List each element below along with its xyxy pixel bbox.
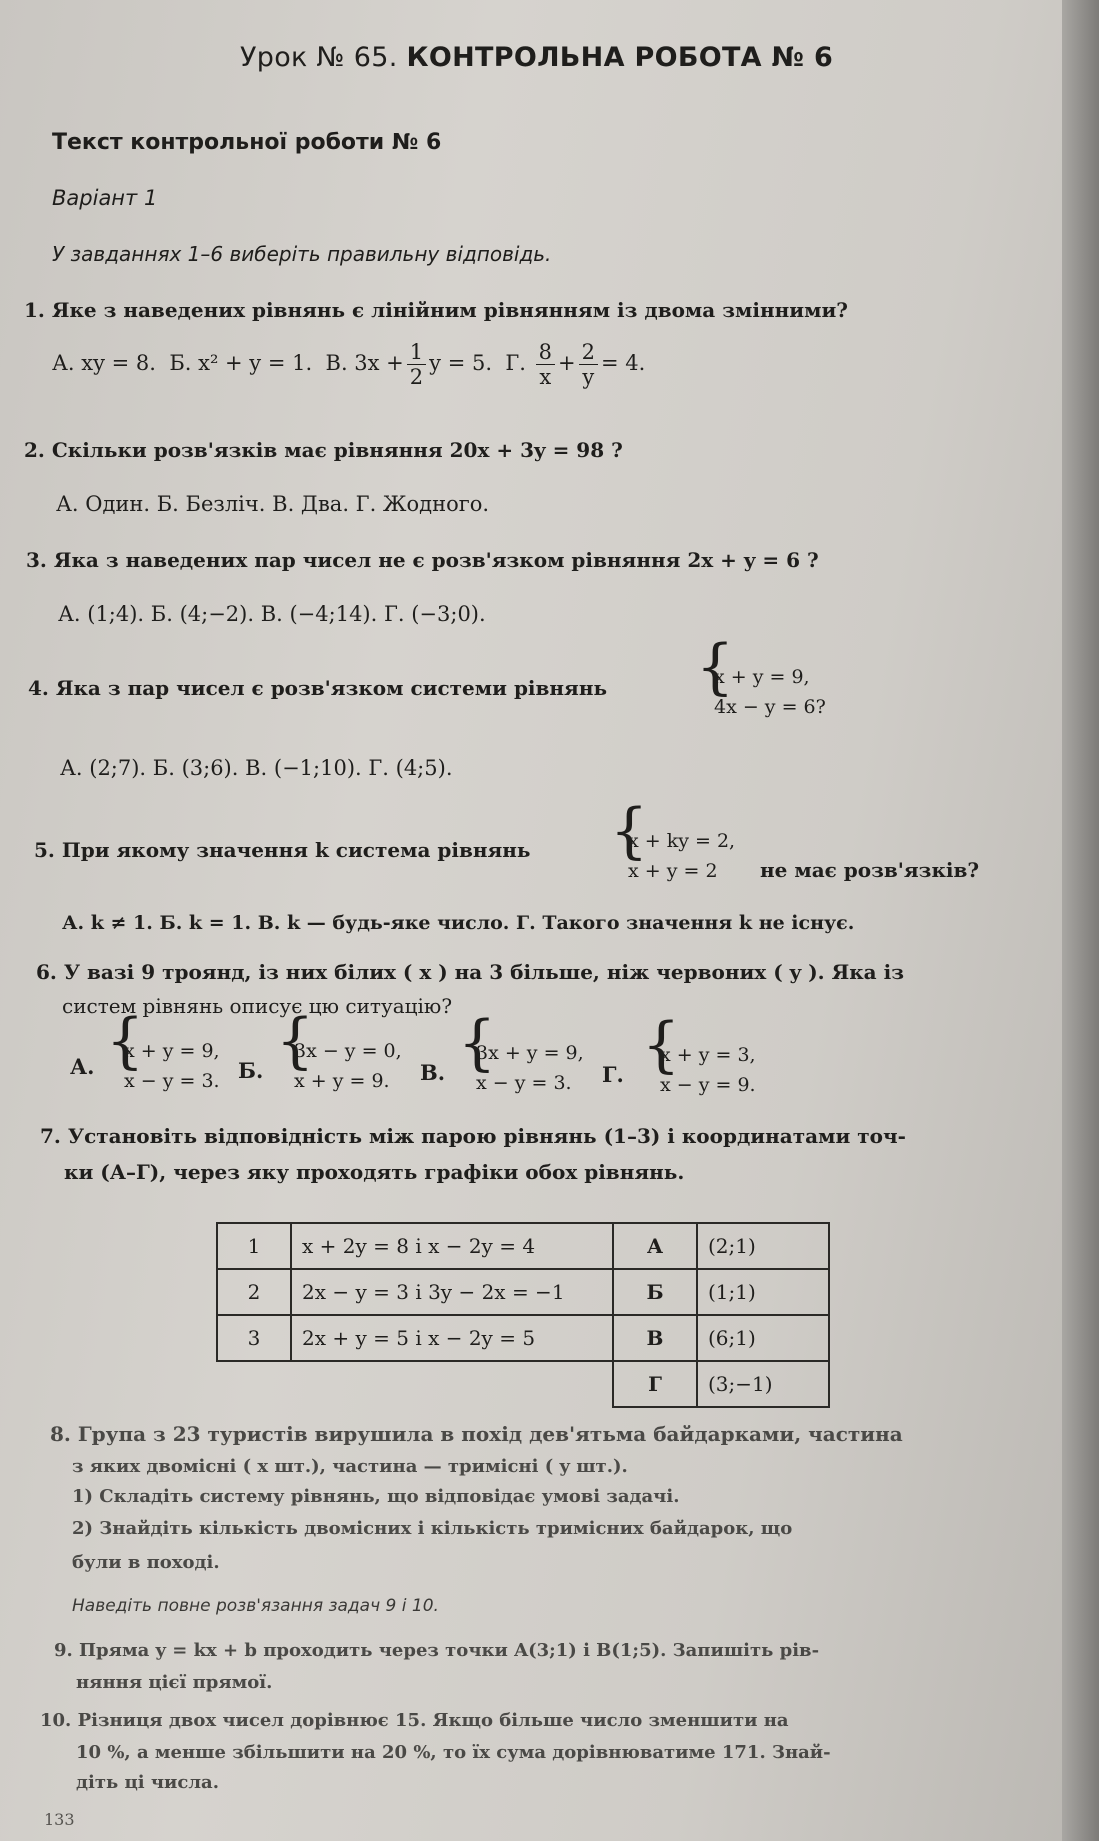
- question-4-answers: А. (2;7). Б. (3;6). В. (−1;10). Г. (4;5).: [60, 756, 453, 780]
- question-1: 1. Яке з наведених рівнянь є лінійним рівнянням із двома змінними?: [24, 298, 848, 322]
- question-4-system: { x + y = 9, 4x − y = 6?: [700, 662, 826, 722]
- question-8-line-3: 1) Складіть систему рівнянь, що відповідає умові задачі.: [72, 1486, 680, 1507]
- option-a-label: А.: [70, 1054, 95, 1079]
- option-g-label: Г.: [602, 1062, 624, 1087]
- question-10-line-3: діть ці числа.: [76, 1772, 219, 1793]
- question-8-line-5: були в поході.: [72, 1552, 220, 1573]
- instruction-full-solution: Наведіть повне розв'язання задач 9 і 10.: [72, 1596, 439, 1616]
- question-2-answers: А. Один. Б. Безліч. В. Два. Г. Жодного.: [56, 492, 490, 516]
- question-9-line-2: няння цієї прямої.: [76, 1672, 273, 1693]
- question-6-line-2: систем рівнянь описує цю ситуацію?: [62, 994, 453, 1018]
- table-row: Г (3;−1): [217, 1361, 829, 1407]
- option-g-system: { x + y = 3, x − y = 9.: [646, 1040, 756, 1100]
- option-v-system: { 3x + y = 9, x − y = 3.: [462, 1038, 584, 1098]
- question-1-answers: А. xy = 8. Б. x² + y = 1. В. 3x + $\frac{1}{2}$ y = 5. Г. $\frac{8}{x}$ + $\frac{2}{y}$ = 4.: [52, 340, 646, 389]
- instruction-text: У завданнях 1–6 виберіть правильну відповідь.: [52, 242, 552, 266]
- question-8-line-4: 2) Знайдіть кількість двомісних і кількість тримісних байдарок, що: [72, 1518, 793, 1539]
- question-8-line-2: з яких двомісні ( x шт.), частина — тримісні ( y шт.).: [72, 1456, 628, 1477]
- fraction-2-over-y: $\frac{2}{y}$: [579, 340, 598, 389]
- question-2: 2. Скільки розв'язків має рівняння 20x + 3y = 98 ?: [24, 438, 623, 462]
- option-b-label: Б.: [238, 1058, 264, 1083]
- option-a-system: { x + y = 9, x − y = 3.: [110, 1036, 220, 1096]
- test-subheading: Текст контрольної роботи № 6: [52, 130, 442, 155]
- page-number: 133: [44, 1810, 75, 1829]
- table-row: 1 x + 2y = 8 і x − 2y = 4 А (2;1): [217, 1223, 829, 1269]
- table-row: 3 2x + y = 5 і x − 2y = 5 В (6;1): [217, 1315, 829, 1361]
- fraction-8-over-x: $\frac{8}{x}$: [536, 340, 555, 389]
- question-7-line-2: ки (А–Г), через яку проходять графіки обох рівнянь.: [64, 1160, 685, 1184]
- matching-table: [216, 1222, 830, 1408]
- option-v-label: В.: [420, 1060, 446, 1085]
- question-8-line-1: 8. Група з 23 туристів вирушила в похід дев'ятьма байдарками, частина: [50, 1422, 903, 1446]
- question-7-line-1: 7. Установіть відповідність між парою рівнянь (1–3) і координатами точ-: [40, 1124, 906, 1148]
- question-5: 5. При якому значення k система рівнянь: [34, 838, 531, 862]
- question-10-line-2: 10 %, а менше збільшити на 20 %, то їх сума дорівнюватиме 171. Знай-: [76, 1742, 831, 1763]
- question-5-system: { x + ky = 2, x + y = 2: [614, 826, 735, 886]
- question-9-line-1: 9. Пряма y = kx + b проходить через точки A(3;1) і B(1;5). Запишіть рів-: [54, 1640, 820, 1661]
- variant-label: Варіант 1: [52, 186, 158, 210]
- question-5-answers: А. k ≠ 1. Б. k = 1. В. k — будь-яке число. Г. Такого значення k не існує.: [62, 912, 855, 934]
- question-3-answers: А. (1;4). Б. (4;−2). В. (−4;14). Г. (−3;0).: [58, 602, 486, 626]
- question-4: 4. Яка з пар чисел є розв'язком системи рівнянь: [28, 676, 608, 700]
- question-5-tail: не має розв'язків?: [760, 858, 980, 882]
- fraction-half: $\frac{1}{2}$: [407, 340, 426, 389]
- table-row: 2 2x − y = 3 і 3y − 2x = −1 Б (1;1): [217, 1269, 829, 1315]
- page-edge-shadow: [1062, 0, 1099, 1841]
- question-10-line-1: 10. Різниця двох чисел дорівнює 15. Якщо більше число зменшити на: [40, 1710, 789, 1731]
- lesson-heading: Урок № 65. КОНТРОЛЬНА РОБОТА № 6: [240, 42, 834, 73]
- question-3: 3. Яка з наведених пар чисел не є розв'язком рівняння 2x + y = 6 ?: [26, 548, 819, 572]
- option-b-system: { 3x − y = 0, x + y = 9.: [280, 1036, 402, 1096]
- question-6-line-1: 6. У вазі 9 троянд, із них білих ( x ) на 3 більше, ніж червоних ( y ). Яка із: [36, 960, 904, 984]
